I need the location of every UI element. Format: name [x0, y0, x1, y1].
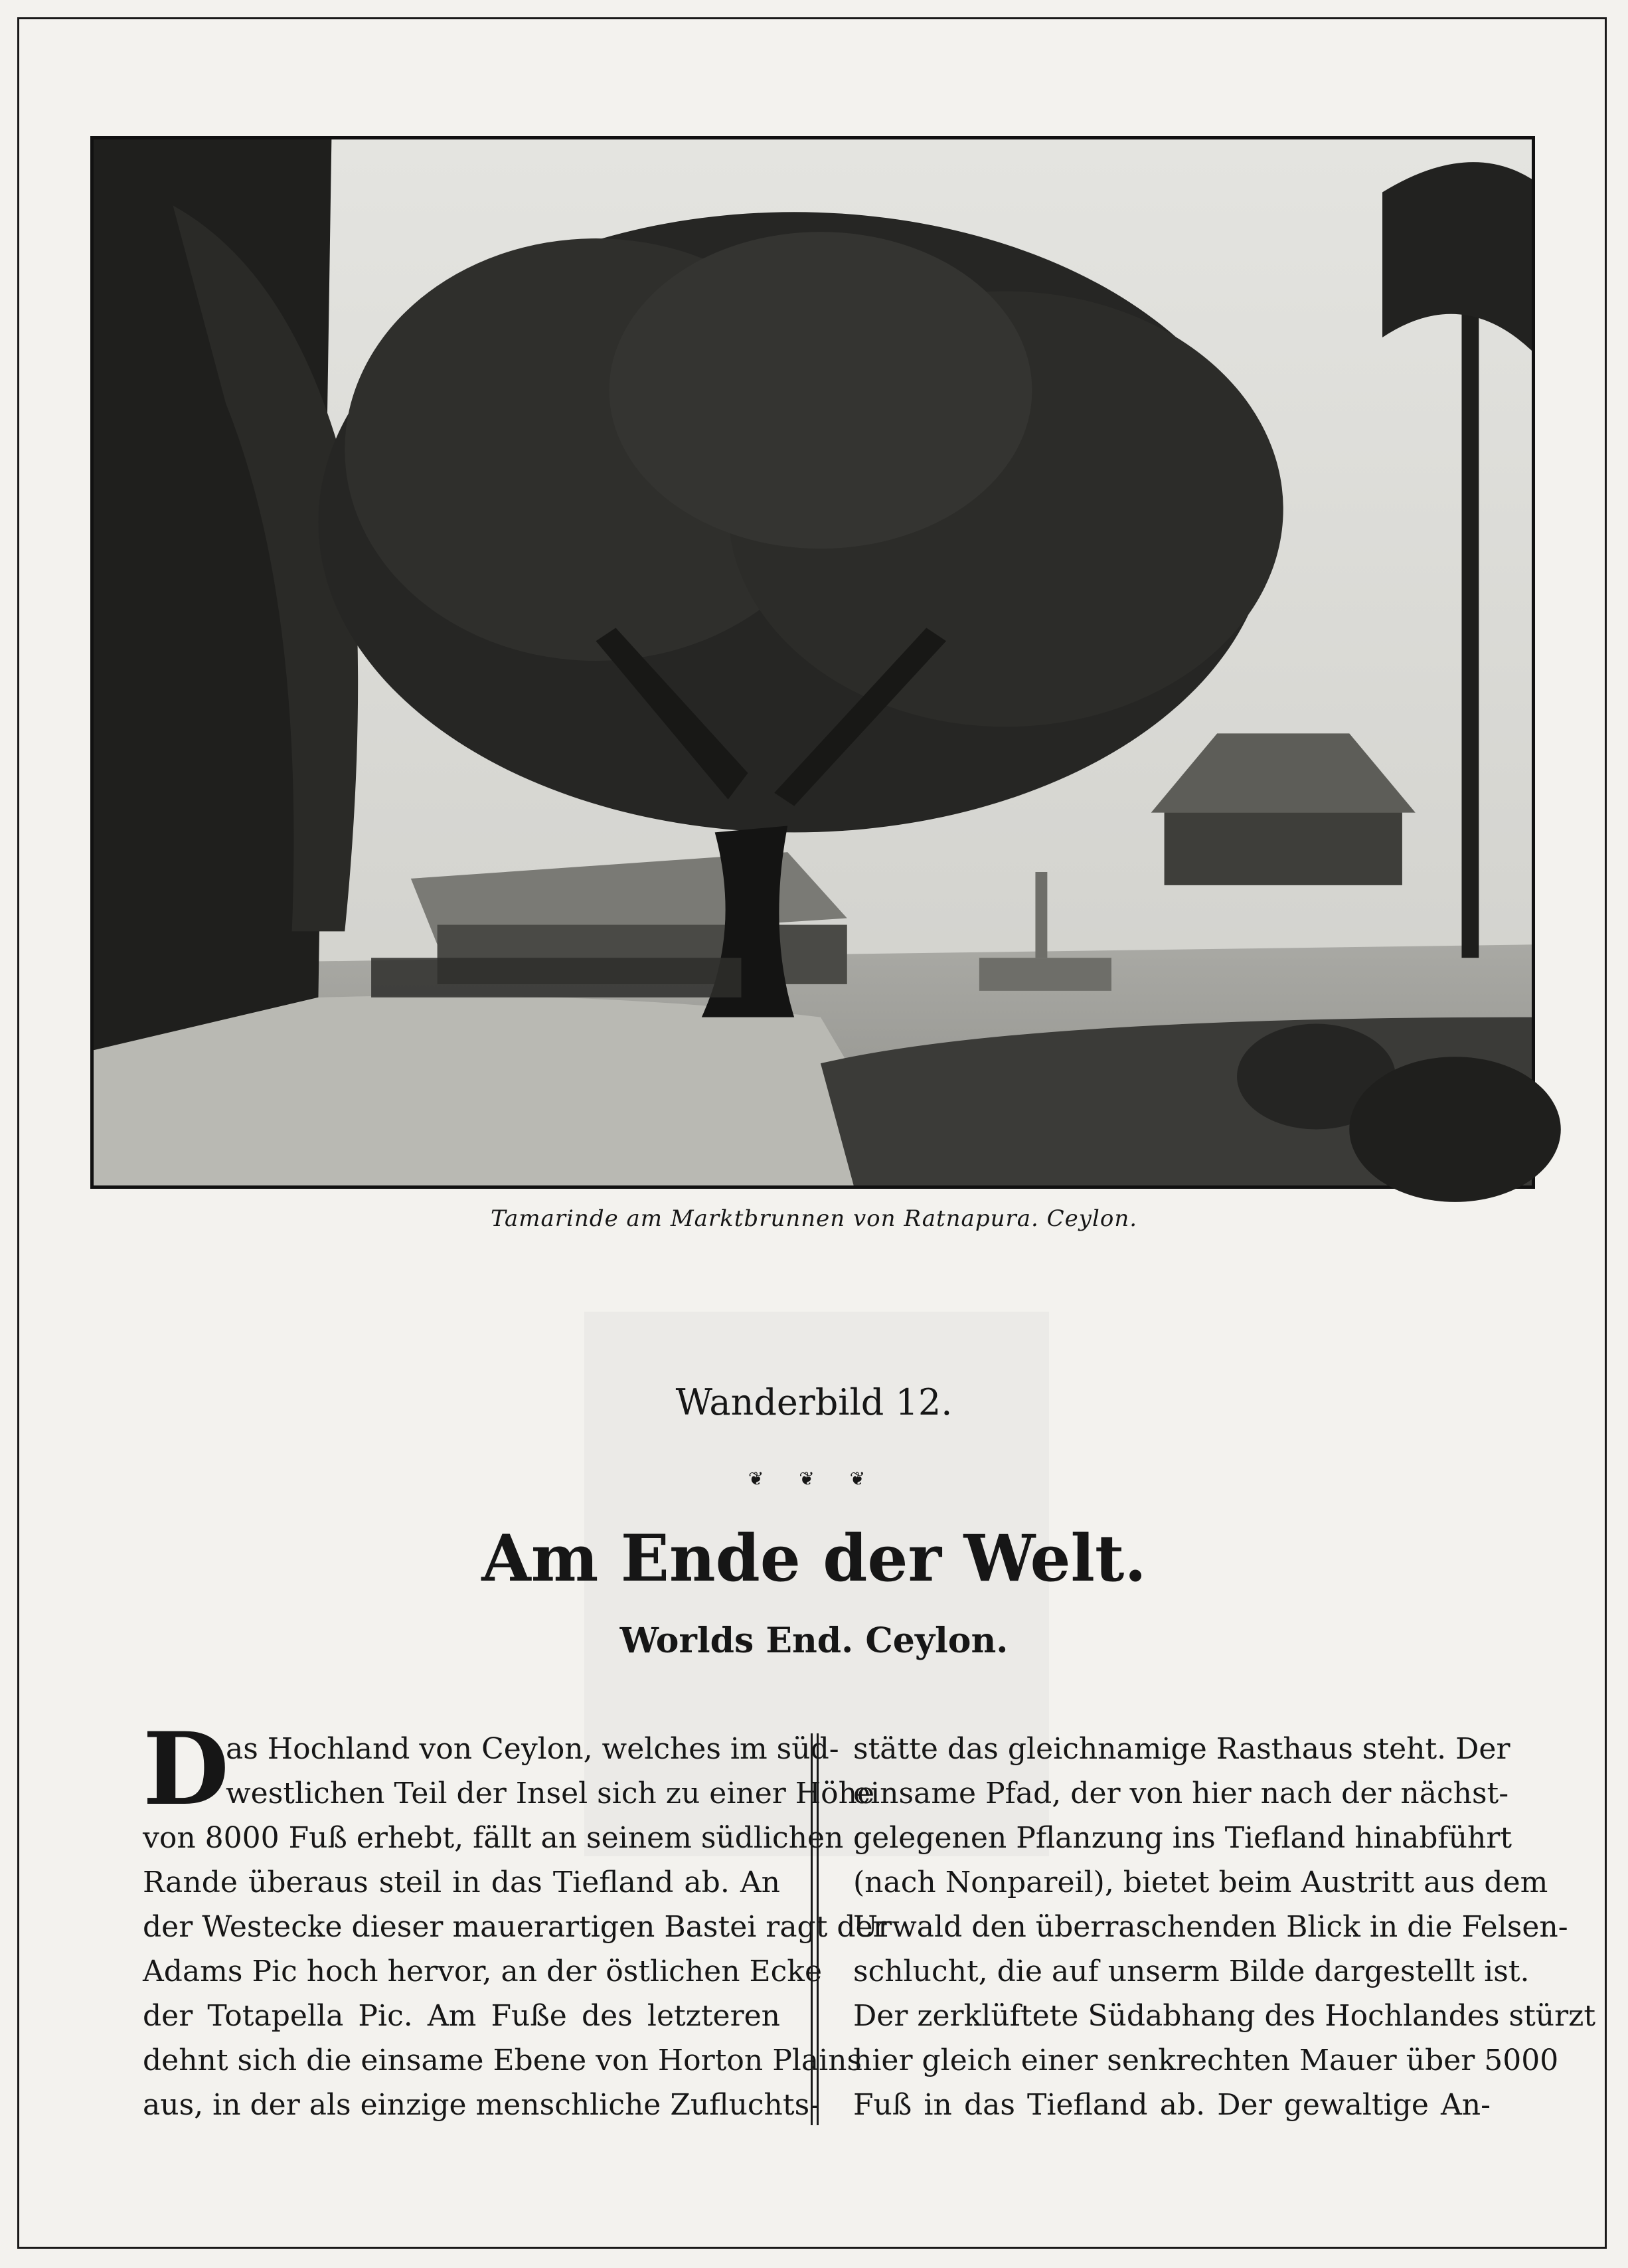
text-column-right	[853, 1727, 1596, 2127]
ornament-divider: ❦ ❦ ❦	[748, 1468, 880, 1490]
article-subtitle: Worlds End. Ceylon.	[619, 1620, 1009, 1661]
article-title: Am Ende der Welt.	[481, 1521, 1147, 1596]
photo-caption: Tamarinde am Marktbrunnen von Ratnapura. Ceylon.	[490, 1205, 1138, 1232]
text-line: Fuß in das Tiefland ab. Der gewaltige An-	[853, 2088, 1491, 2122]
text-line: dehnt sich die einsame Ebene von Horton Plains	[143, 2044, 862, 2077]
photograph-ratnapura-market	[90, 136, 1535, 1189]
text-line: Der zerklüftete Südabhang des Hochlandes stürzt	[853, 1999, 1596, 2033]
text-line: der Westecke dieser mauerartigen Bastei ragt der	[143, 1910, 887, 1944]
text-line: einsame Pfad, der von hier nach der nächst-	[853, 1777, 1509, 1810]
text-line: stätte das gleichnamige Rasthaus steht. Der	[853, 1732, 1510, 1766]
text-line: as Hochland von Ceylon, welches im süd-	[226, 1732, 839, 1766]
text-line: schlucht, die auf unserm Bilde dargestellt ist.	[853, 1955, 1530, 1988]
paragraph-left	[143, 1727, 887, 2127]
text-line: von 8000 Fuß erhebt, fällt an seinem südlichen	[143, 1821, 844, 1855]
column-divider	[811, 1733, 819, 2125]
text-line: (nach Nonpareil), bietet beim Austritt aus dem	[853, 1866, 1548, 1899]
text-line: gelegenen Pflanzung ins Tiefland hinabführt	[853, 1821, 1512, 1855]
text-line: hier gleich einer senkrechten Mauer über 5000	[853, 2044, 1559, 2077]
text-line: westlichen Teil der Insel sich zu einer Höhe	[226, 1777, 875, 1810]
text-line: Rande überaus steil in das Tiefland ab. An	[143, 1866, 780, 1899]
paragraph-right	[853, 1727, 1596, 2127]
text-line: Urwald den überraschenden Blick in die Felsen-	[853, 1910, 1568, 1944]
series-heading: Wanderbild 12.	[675, 1381, 953, 1423]
text-column-left	[143, 1711, 887, 2127]
photo-illustration	[94, 139, 1532, 1185]
text-line: Adams Pic hoch hervor, an der östlichen Ecke	[143, 1955, 822, 1988]
text-line: aus, in der als einzige menschliche Zufluchts-	[143, 2088, 820, 2122]
drop-cap: D	[143, 1711, 230, 1828]
text-line: der Totapella Pic. Am Fuße des letzteren	[143, 1999, 780, 2033]
